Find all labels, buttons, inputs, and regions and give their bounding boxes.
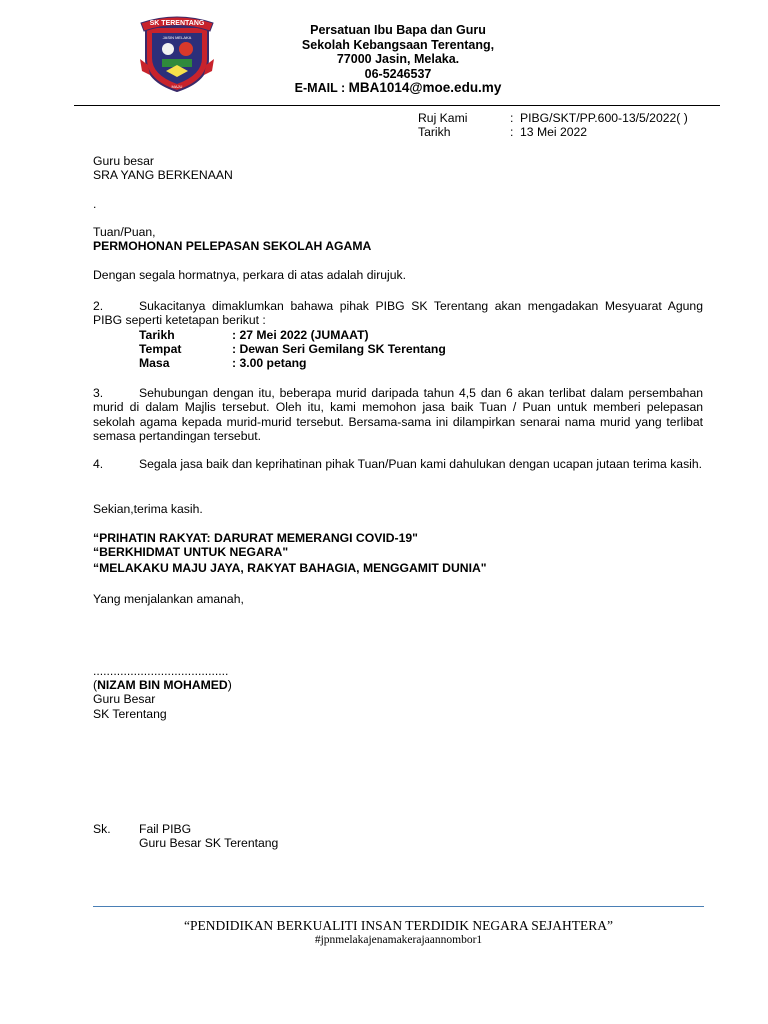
salutation: Tuan/Puan, [93, 225, 156, 239]
header-divider [74, 105, 720, 106]
logo-sub-text: JASIN MELAKA [162, 35, 192, 40]
slogan-2: “BERKHIDMAT UNTUK NEGARA" [93, 545, 289, 559]
school-logo [138, 13, 216, 93]
signature-name-line [93, 678, 232, 692]
detail-label-tarikh: Tarikh [139, 328, 175, 342]
footer-motto: “PENDIDIKAN BERKUALITI INSAN TERDIDIK NEGARA SEJAHTERA” [183, 918, 614, 933]
header-line3: 77000 Jasin, Melaka. [336, 52, 460, 66]
tarikh-label: Tarikh [418, 125, 451, 139]
logo-top-text: SK TERENTANG [149, 20, 205, 27]
letterhead [278, 23, 518, 96]
cc-label: Sk. [93, 822, 111, 836]
para2-number: 2. [93, 299, 104, 313]
signature-dots: ........................................ [93, 664, 229, 678]
ruj-colon: : [510, 111, 514, 125]
closing-line: Sekian,terima kasih. [93, 502, 203, 516]
para3-text: Sehubungan dengan itu, beberapa murid daripada tahun 4,5 dan 6 akan terlibat dalam persembahan murid di dalam Majlis tersebut. Oleh itu, kami memohon jasa baik Tuan / Puan untuk memberi pelepasan sekolah agama kepada murid-murid tersebut. Bersama-sama ini dilampirkan senarai nama murid yang terlibat semasa pertandingan tersebut. [93, 386, 703, 443]
email-value: MBA1014@moe.edu.my [348, 80, 502, 95]
detail-label-masa: Masa [139, 356, 170, 370]
ruj-value: PIBG/SKT/PP.600-13/5/2022( ) [520, 111, 688, 125]
recipient-line2: SRA YANG BERKENAAN [93, 168, 233, 182]
signature-name: NIZAM BIN MOHAMED [97, 678, 228, 692]
paragraph-3 [93, 386, 703, 443]
footer-divider [93, 906, 704, 907]
header-email [278, 81, 518, 96]
para2-text: Sukacitanya dimaklumkan bahawa pihak PIBG SK Terentang akan mengadakan Mesyuarat Agung PIBG seperti ketetapan berikut : [93, 299, 703, 328]
cc-item-2: Guru Besar SK Terentang [139, 836, 279, 850]
tarikh-value: 13 Mei 2022 [520, 125, 588, 139]
opening-line: Dengan segala hormatnya, perkara di atas adalah dirujuk. [93, 268, 407, 282]
detail-value-masa: : 3.00 petang [232, 356, 307, 370]
slogan-3: “MELAKAKU MAJU JAYA, RAKYAT BAHAGIA, MENGGAMIT DUNIA" [93, 561, 487, 575]
detail-value-tempat: : Dewan Seri Gemilang SK Terentang [232, 342, 446, 356]
signature-title: Guru Besar [93, 692, 156, 706]
header-line1: Persatuan Ibu Bapa dan Guru [310, 23, 486, 37]
para4-text: Segala jasa baik dan keprihatinan pihak Tuan/Puan kami dahulukan dengan ucapan jutaan terima kasih. [139, 457, 703, 471]
paragraph-4 [93, 457, 703, 471]
tarikh-colon: : [510, 125, 514, 139]
paragraph-2 [93, 299, 703, 328]
para4-number: 4. [93, 457, 104, 471]
para3-number: 3. [93, 386, 104, 400]
slogan-1: “PRIHATIN RAKYAT: DARURAT MEMERANGI COVID-19" [93, 531, 418, 545]
detail-label-tempat: Tempat [139, 342, 182, 356]
recipient-dot: . [93, 197, 97, 211]
header-line2: Sekolah Kebangsaan Terentang, [301, 37, 495, 52]
signature-close-paren: ) [227, 678, 232, 692]
detail-value-tarikh: : 27 Mei 2022 (JUMAAT) [232, 328, 369, 342]
header-line4: 06-5246537 [364, 66, 432, 81]
logo-motto-text: MAJU [171, 84, 183, 89]
signature-open-paren: ( [93, 678, 98, 692]
signoff: Yang menjalankan amanah, [93, 592, 244, 606]
ruj-label: Ruj Kami [418, 111, 468, 125]
signature-org: SK Terentang [93, 707, 167, 721]
subject: PERMOHONAN PELEPASAN SEKOLAH AGAMA [93, 239, 372, 253]
email-label: E-MAIL : [294, 81, 346, 95]
recipient-line1: Guru besar [93, 154, 154, 168]
footer-hashtag: #jpnmelakajenamakerajaannombor1 [314, 934, 483, 946]
cc-item-1: Fail PIBG [139, 822, 192, 836]
